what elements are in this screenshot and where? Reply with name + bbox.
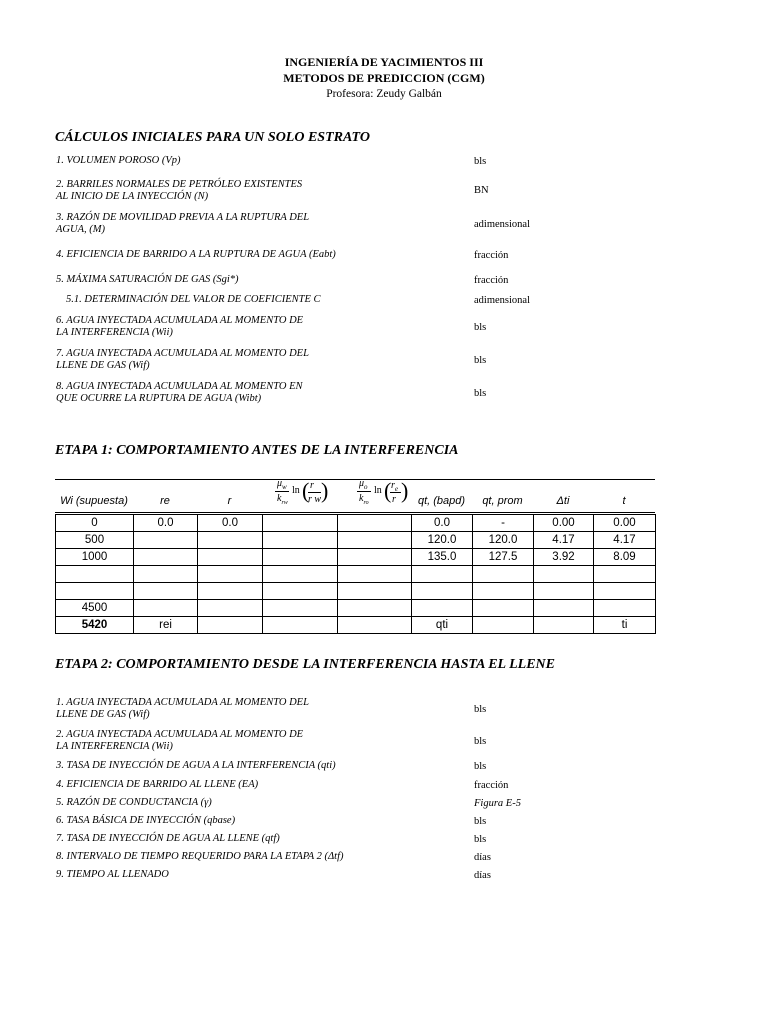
s1-unit-5: fracción [474,275,509,286]
doc-title-line2: METODOS DE PREDICCION (CGM) [283,71,485,85]
s3-item-3: 3. TASA DE INYECCIÓN DE AGUA A LA INTERFERENCIA (qti) [56,760,336,771]
s3-unit-4: fracción [474,780,509,791]
s1-unit-3: adimensional [474,219,530,230]
table-top-rule [55,479,655,480]
s1-unit-1: bls [474,156,487,167]
col-t: t [622,495,626,507]
table-cell [338,549,412,566]
s3-item-4: 4. EFICIENCIA DE BARRIDO AL LLENE (EA) [56,779,259,790]
s1-item-5-1: 5.1. DETERMINACIÓN DEL VALOR DE COEFICIENTE C [66,294,321,305]
table-cell [473,600,534,617]
s3-unit-7: bls [474,834,487,845]
table-cell: ti [594,617,656,634]
table-cell [263,515,338,532]
table-cell: 120.0 [473,532,534,549]
s3-unit-1: bls [474,704,487,715]
table-cell: 4.17 [534,532,594,549]
table-cell [534,600,594,617]
table-cell [263,617,338,634]
s3-item-1: 1. AGUA INYECTADA ACUMULADA AL MOMENTO DEL LLENE DE GAS (Wif) [56,697,309,720]
table-cell [198,583,263,600]
s1-unit-6: bls [474,322,487,333]
s1-unit-2: BN [474,185,489,196]
table-cell: 0.00 [534,515,594,532]
section3-title: ETAPA 2: COMPORTAMIENTO DESDE LA INTERFERENCIA HASTA EL LLENE [55,657,555,672]
doc-professor: Profesora: Zeudy Galbán [326,88,442,100]
col-r: r [227,495,232,507]
table-cell [534,566,594,583]
table-cell: 127.5 [473,549,534,566]
table-cell: 8.09 [594,549,656,566]
table-row [56,600,656,617]
table-cell [473,566,534,583]
s3-unit-5: Figura E-5 [474,798,521,809]
section1-title: CÁLCULOS INICIALES PARA UN SOLO ESTRATO [55,130,370,145]
table-cell [473,583,534,600]
table-cell [134,532,198,549]
s1-item-3: 3. RAZÓN DE MOVILIDAD PREVIA A LA RUPTURA DEL AGUA, (M) [56,212,310,235]
table-cell [412,583,473,600]
s1-item-4: 4. EFICIENCIA DE BARRIDO A LA RUPTURA DE AGUA (Eabt) [56,249,336,260]
table-cell: - [473,515,534,532]
s1-unit-5-1: adimensional [474,295,530,306]
table-cell [338,617,412,634]
table-cell [134,600,198,617]
table-row [56,566,656,583]
table-cell: 4500 [56,600,134,617]
table-cell: 135.0 [412,549,473,566]
s1-item-1: 1. VOLUMEN POROSO (Vp) [56,155,181,166]
table-cell: 0.0 [412,515,473,532]
col-qt-prom: qt, prom [482,495,523,507]
table-row [56,549,656,566]
table-cell [473,617,534,634]
s1-unit-4: fracción [474,250,509,261]
table-cell: qti [412,617,473,634]
table-cell [134,549,198,566]
s3-unit-2: bls [474,736,487,747]
s3-item-7: 7. TASA DE INYECCIÓN DE AGUA AL LLENE (qtf) [56,833,280,844]
table-cell [412,600,473,617]
table-cell [263,600,338,617]
s3-unit-6: bls [474,816,487,827]
table-cell [198,532,263,549]
s3-item-8: 8. INTERVALO DE TIEMPO REQUERIDO PARA LA ETAPA 2 (Δtf) [56,851,344,862]
table-cell: 0.0 [134,515,198,532]
table-cell: 5420 [56,617,134,634]
col-wi: Wi (supuesta) [60,495,128,507]
s3-unit-3: bls [474,761,487,772]
table-row [56,583,656,600]
s1-item-8: 8. AGUA INYECTADA ACUMULADA AL MOMENTO EN QUE OCURRE LA RUPTURA DE AGUA (Wibt) [56,381,303,404]
section2-title: ETAPA 1: COMPORTAMIENTO ANTES DE LA INTERFERENCIA [55,443,459,458]
table-cell [198,600,263,617]
s1-unit-7: bls [474,355,487,366]
table-row [56,515,656,532]
table-cell [198,617,263,634]
col-re: re [160,495,170,507]
table-cell [338,566,412,583]
table-cell: 4.17 [594,532,656,549]
table-cell [263,532,338,549]
table-cell [594,600,656,617]
table-cell: rei [134,617,198,634]
table-cell [263,583,338,600]
table-row [56,617,656,634]
s1-unit-8: bls [474,388,487,399]
table-cell [534,617,594,634]
table-cell [134,566,198,583]
s3-unit-9: días [474,870,491,881]
col-delta-ti: Δti [556,495,570,507]
table-header-rule [55,512,655,513]
s3-item-5: 5. RAZÓN DE CONDUCTANCIA (γ) [56,797,212,808]
s1-item-5: 5. MÁXIMA SATURACIÓN DE GAS (Sgi*) [56,274,239,285]
table-cell [56,583,134,600]
table-cell: 0.00 [594,515,656,532]
doc-title-line1: INGENIERÍA DE YACIMIENTOS III [284,55,484,69]
table-cell [412,566,473,583]
table-cell [263,566,338,583]
table-cell [594,566,656,583]
table-cell: 500 [56,532,134,549]
s3-item-2: 2. AGUA INYECTADA ACUMULADA AL MOMENTO DE LA INTERFERENCIA (Wii) [56,729,304,752]
table-cell [198,549,263,566]
s1-item-6: 6. AGUA INYECTADA ACUMULADA AL MOMENTO DE LA INTERFERENCIA (Wii) [56,315,304,338]
table-cell [338,583,412,600]
table-cell [338,600,412,617]
table-cell [56,566,134,583]
s3-item-9: 9. TIEMPO AL LLENADO [56,869,169,880]
table-cell: 0.0 [198,515,263,532]
table-cell [338,515,412,532]
etapa1-table [55,514,656,634]
table-cell [198,566,263,583]
col-qt: qt, (bapd) [417,495,466,507]
table-cell [338,532,412,549]
s3-item-6: 6. TASA BÁSICA DE INYECCIÓN (qbase) [56,815,236,826]
table-cell: 120.0 [412,532,473,549]
s1-item-7: 7. AGUA INYECTADA ACUMULADA AL MOMENTO DEL LLENE DE GAS (Wif) [56,348,309,371]
table-cell [263,549,338,566]
table-cell [594,583,656,600]
table-row [56,532,656,549]
s1-item-2: 2. BARRILES NORMALES DE PETRÓLEO EXISTENTES AL INICIO DE LA INYECCIÓN (N) [56,179,303,202]
table-cell: 1000 [56,549,134,566]
table-cell: 0 [56,515,134,532]
table-cell [534,583,594,600]
table-cell [134,583,198,600]
table-cell: 3.92 [534,549,594,566]
s3-unit-8: días [474,852,491,863]
